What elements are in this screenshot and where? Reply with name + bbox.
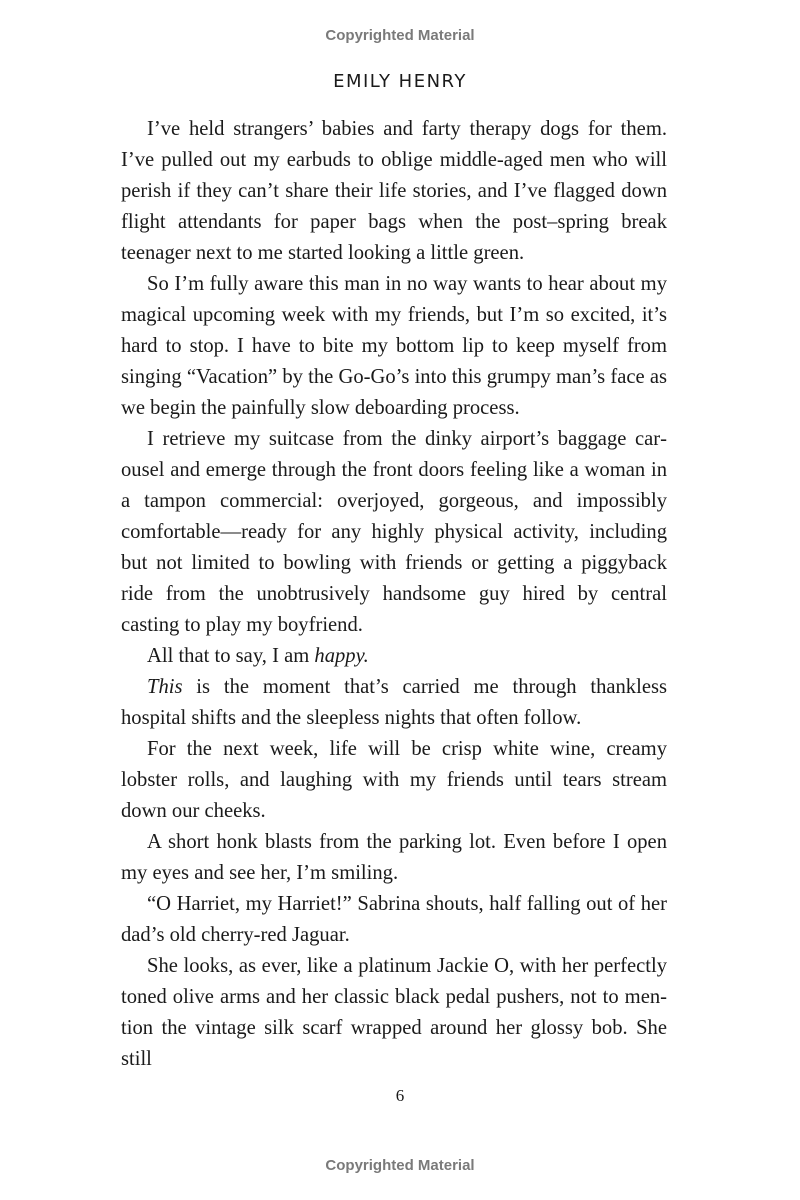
body-text bbox=[121, 114, 667, 1075]
paragraph: “O Harriet, my Harriet!” Sabrina shouts, half falling out of her dad’s old cherry-red Jaguar. bbox=[121, 893, 667, 946]
paragraph: All that to say, I am happy. bbox=[147, 645, 369, 667]
paragraph: She looks, as ever, like a platinum Jackie O, with her perfectly toned olive arms and her classic black pedal pushers, not to mention the vintage silk scarf wrapped around her glossy bob. She still bbox=[121, 955, 667, 1070]
paragraph: So I’m fully aware this man in no way wants to hear about my magical upcoming week with my friends, but I’m so excited, it’s hard to stop. I have to bite my bottom lip to keep myself from singing “Vacation” by the Go-Go’s into this grumpy man’s face as we begin the painfully slow deboarding process. bbox=[121, 273, 667, 419]
emphasis: This bbox=[147, 676, 183, 698]
paragraph: This is the moment that’s carried me through thankless hospital shifts and the sleepless nights that often follow. bbox=[121, 676, 667, 729]
copyright-watermark-top: Copyrighted Material bbox=[325, 27, 475, 44]
paragraph: I retrieve my suitcase from the dinky airport’s baggage carousel and emerge through the front doors feeling like a woman in a tampon commercial: overjoyed, gorgeous, and impossibly comfortable—ready for any highly physical activity, including but not limited to bowling with friends or getting a piggyback ride from the unobtrusively handsome guy hired by central casting to play my boyfriend. bbox=[121, 428, 667, 636]
paragraph: For the next week, life will be crisp white wine, creamy lobster rolls, and laughing with my friends until tears stream down our cheeks. bbox=[121, 738, 667, 822]
emphasis: happy. bbox=[314, 645, 369, 667]
copyright-watermark-bottom: Copyrighted Material bbox=[325, 1157, 475, 1174]
running-head-author: EMILY HENRY bbox=[333, 71, 467, 92]
paragraph: I’ve held strangers’ babies and farty therapy dogs for them. I’ve pulled out my earbuds to oblige middle-aged men who will perish if they can’t share their life stories, and I’ve flagged down flight attendants for paper bags when the post–spring break teenager next to me started looking a little green. bbox=[121, 118, 667, 264]
paragraph: A short honk blasts from the parking lot. Even before I open my eyes and see her, I’m smiling. bbox=[121, 831, 667, 884]
page-number: 6 bbox=[395, 1086, 405, 1105]
